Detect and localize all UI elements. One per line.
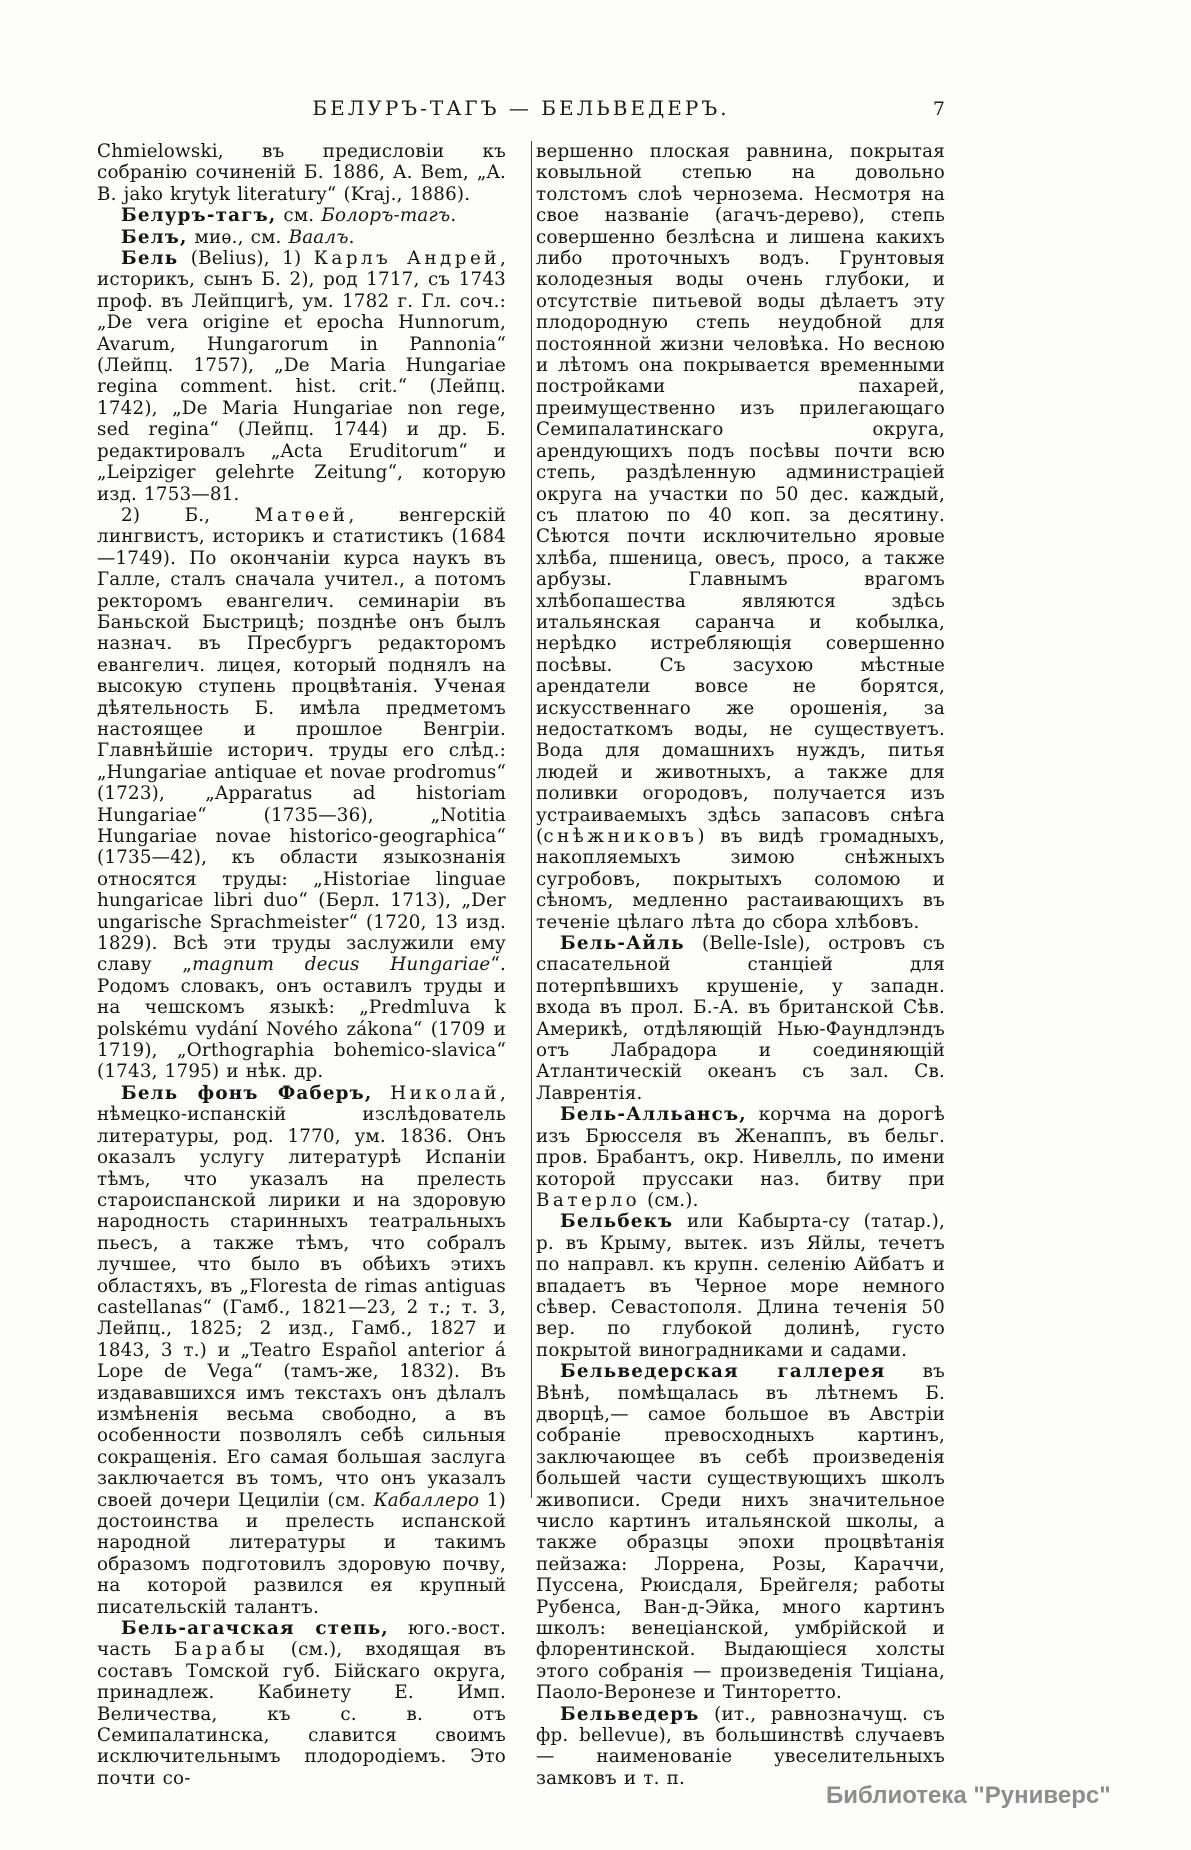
text-segment: , нѣмецко-испанскій изслѣдователь литературы, род. 1770, ум. 1836. Онъ оказалъ услугу литературѣ Испаніи тѣмъ, что указалъ на прелесть староиспанской лирики и на здоровую народность старинныхъ театральныхъ пьесъ, а также тѣмъ, что собралъ лучшее, что было въ обѣихъ этихъ областяхъ, въ „Floresta de rimas antiguas castellanas“ (Гамб., 1821—23, 2 т.; т. 3, Лейпц., 1825; 2 изд., Гамб., 1827 и 1843, 3 т.) и „Teatro Español anterior á Lope de Vega“ (тамъ-же, 1832). Въ издававшихся имъ текстахъ онъ дѣлалъ измѣненія весьма свободно, а въ особенности позволялъ себѣ сильныя сокращенія. Его самая большая заслуга заключается въ томъ, что онъ указалъ своей дочери Цециліи (см. <box>97 1082 506 1511</box>
paragraph <box>536 1361 945 1704</box>
paragraph <box>97 227 506 248</box>
text-segment: Карлъ Андрей <box>313 248 500 270</box>
entry-headword: Бель <box>121 248 179 270</box>
text-segment: Матѳей <box>254 504 349 526</box>
text-segment: (см.), входящая въ составъ Томской губ. Бійскаго округа, принадлеж. Кабинету Е. Имп. Величества, къ с. в. отъ Семипалатинска, славится своимъ исключительнымъ плодородіемъ. Это почти со- <box>97 1639 507 1789</box>
text-segment: миѳ., см. <box>187 226 289 248</box>
text-segment: Барабы <box>174 1639 268 1661</box>
text-segment: Болоръ-тагъ <box>321 205 451 227</box>
text-segment: снѣжниковъ <box>543 826 698 847</box>
text-segment: Ватерло <box>536 1189 641 1211</box>
entry-headword: Бель-Алльансъ, <box>560 1104 747 1126</box>
library-watermark: Библиотека "Руниверс" <box>826 1782 1111 1809</box>
paragraph <box>97 1083 506 1618</box>
left-column <box>97 141 506 1789</box>
text-segment: “. Родомъ словакъ, онъ оставилъ труды и на чешскомъ языкѣ: „Predmluva k polskému vydání Nového zákona“ (1709 и 1719), „Orthographia bohemico-slavica“ (1743, 1795) и нѣк. др. <box>97 954 507 1083</box>
paragraph <box>536 141 945 933</box>
column-divider-rule <box>531 141 532 1498</box>
text-segment: 1) достоинства и прелесть испанской народной литературы и такимъ образомъ подготовилъ здоровую почву, на которой развился ея крупный писательскій талантъ. <box>97 1489 506 1618</box>
text-segment: , историкъ, сынъ Б. 2), род 1717, съ 1743 проф. въ Лейпцигѣ, ум. 1782 г. Гл. соч.: „De vera origine et epocha Hunnorum, Avarum, Hungarorum in Pannonia“ (Лейпц. 1757), „De Maria Hungariae regina comment. hist. crit.“ (Лейпц. 1742), „De Maria Hungariae non rege, sed regina“ (Лейпц. 1744) и др. Б. редактировалъ „Acta Eruditorum“ и „Leipziger gelehrte Zeitung“, которую изд. 1753—81. <box>97 248 506 505</box>
text-segment: корчма на дорогѣ изъ Брюсселя въ Женаппъ, въ бельг. пров. Брабантъ, окр. Нивелль, по имени которой пруссаки наз. битву при <box>536 1104 945 1190</box>
text-segment: 2) Б., <box>121 504 255 526</box>
text-segment: вершенно плоская равнина, покрытая ковыльной степью на довольно толстомъ слоѣ чернозема. Несмотря на свое названіе (агачъ-дерево), степь совершенно безлѣсна и лишена какихъ либо проточныхъ водъ. Грунтовыя колодезныя воды очень глубоки, и отсутствіе питьевой воды дѣлаетъ эту плодородную степь неудобной для постоянной жизни человѣка. Но весною и лѣтомъ она покрывается временными постройками пахарей, преимущественно изъ прилегающаго Семипалатинскаго округа, арендующихъ подъ посѣвы почти всю степь, раздѣленную администраціей округа на участки по 50 дес. каждый, съ платою по 40 коп. за десятину. Сѣются почти исключительно яровые хлѣба, пшеница, овесъ, просо, а также арбузы. Главнымъ врагомъ хлѣбопашества являются здѣсь итальянская саранча и кобылка, нерѣдко истребляющія совершенно посѣвы. Съ засухою мѣстные арендатели вовсе не борятся, искусственнаго же орошенія, за недостаткомъ воды, не существуетъ. Вода для домашнихъ нуждъ, питья людей и животныхъ, а также для поливки огородовъ, получается изъ устраиваемыхъ здѣсь запасовъ снѣга ( <box>536 141 945 847</box>
paragraph <box>97 141 506 205</box>
text-segment: Кабаллеро <box>373 1489 480 1511</box>
paragraph <box>97 248 506 505</box>
paragraph <box>536 933 945 1104</box>
paragraph <box>536 1704 945 1790</box>
text-segment: Chmielowski, въ предисловіи къ собранію сочиненій Б. 1886, A. Bem, „A. B. jako krytyk literatury“ (Kraj., 1886). <box>97 141 506 205</box>
text-segment: (Belius), 1) <box>178 248 314 270</box>
text-segment <box>372 1083 390 1104</box>
text-segment: см. <box>276 205 322 227</box>
page-number: 7 <box>932 98 945 120</box>
paragraph <box>97 1618 506 1789</box>
text-segment: (ит., равнозначущ. съ фр. bellevue), въ большинствѣ случаевъ — наименованіе увеселительныхъ замковъ и т. п. <box>536 1703 945 1789</box>
text-segment: , венгерскій лингвистъ, историкъ и статистикъ (1684—1749). По окончаніи курса наукъ въ Галле, сталъ сначала учител., а потомъ ректоромъ евангелич. семинаріи въ Баньской Быстрицѣ; позднѣе онъ былъ назнач. въ Пресбургъ редакторомъ евангелич. лицея, который поднялъ на высокую ступень процвѣтанія. Ученая дѣятельность Б. имѣла предметомъ настоящее и прошлое Венгріи. Главнѣйшіе историч. труды его слѣд.: „Hungariae antiquae et novae prodromus“ (1723), „Apparatus ad historiam Hungariae“ (1735—36), „Notitia Hungariae novae historico-geographica“ (1735—42), къ области языкознанія относятся труды: „Historiae linguae hungaricae libri duo“ (Берл. 1713), „Der ungarische Sprachmeister“ (1720, 13 изд. 1829). Всѣ эти труды заслужили ему славу „ <box>97 504 506 976</box>
entry-headword: Бель фонъ Фаберъ, <box>121 1082 373 1104</box>
text-segment: Николай <box>390 1082 500 1104</box>
entry-headword: Бельбекъ <box>560 1211 674 1233</box>
paragraph <box>97 505 506 1083</box>
entry-headword: Бельведеръ <box>560 1703 700 1725</box>
entry-headword: Бельведерская галлерея <box>560 1361 886 1383</box>
text-segment: ) въ видѣ громадныхъ, накопляемыхъ зимою снѣжныхъ сугробовъ, покрытыхъ соломою и сѣномъ, медленно растаивающихъ въ теченіе цѣлаго лѣта до сбора хлѣбовъ. <box>536 826 945 933</box>
entry-headword: Бель-Айль <box>560 933 685 955</box>
running-head-title: БЕЛУРЪ-ТАГЪ — БЕЛЬВЕДЕРЪ. <box>312 96 730 120</box>
text-segment: . <box>348 226 355 248</box>
paragraph <box>536 1211 945 1361</box>
text-columns <box>97 141 945 1789</box>
text-segment: magnum decus Hungariae <box>192 954 491 976</box>
paragraph <box>536 1104 945 1211</box>
text-segment: юго.-вост. часть <box>97 1618 506 1661</box>
right-column <box>536 141 945 1789</box>
text-segment: . <box>450 205 457 227</box>
text-segment: (Belle-Isle), островъ съ спасательной станціей для потерпѣвшихъ крушеніе, у западн. входа въ прол. Б.-А. въ британской Сѣв. Америкѣ, отдѣляющій Нью-Фаундлэндъ отъ Лабрадора и соединяющій Атлантическій океанъ съ зал. Св. Лаврентія. <box>536 933 945 1104</box>
entry-headword: Бель-агачская степь, <box>121 1618 389 1640</box>
text-segment: Ваалъ <box>288 226 349 248</box>
entry-headword: Белуръ-тагъ, <box>121 205 277 227</box>
paragraph <box>97 205 506 226</box>
text-segment: (см.). <box>640 1189 699 1211</box>
entry-headword: Белъ, <box>121 226 188 248</box>
text-segment: или Кабырта-су (татар.), р. въ Крыму, вытек. изъ Яйлы, течетъ по направл. къ крупн. селенію Айбатъ и впадаетъ въ Черное море немного сѣвер. Севастополя. Длина теченія 50 вер. по глубокой долинѣ, густо покрытой виноградниками и садами. <box>536 1211 945 1361</box>
text-segment: въ Вѣнѣ, помѣщалась въ лѣтнемъ Б. дворцѣ,— самое большое въ Австріи собраніе превосходныхъ картинъ, заключающее въ себѣ произведенія большей части существующихъ школъ живописи. Среди нихъ значительное число картинъ итальянской школы, а также образцы эпохи процвѣтанія пейзажа: Лоррена, Розы, Караччи, Пуссена, Рюисдаля, Брейгеля; работы Рубенса, Ван-д-Эйка, много картинъ школъ: венеціанской, умбрійской и флорентинской. Выдающіеся холсты этого собранія — произведенія Тиціана, Паоло-Веронезе и Тинторетто. <box>536 1361 945 1704</box>
